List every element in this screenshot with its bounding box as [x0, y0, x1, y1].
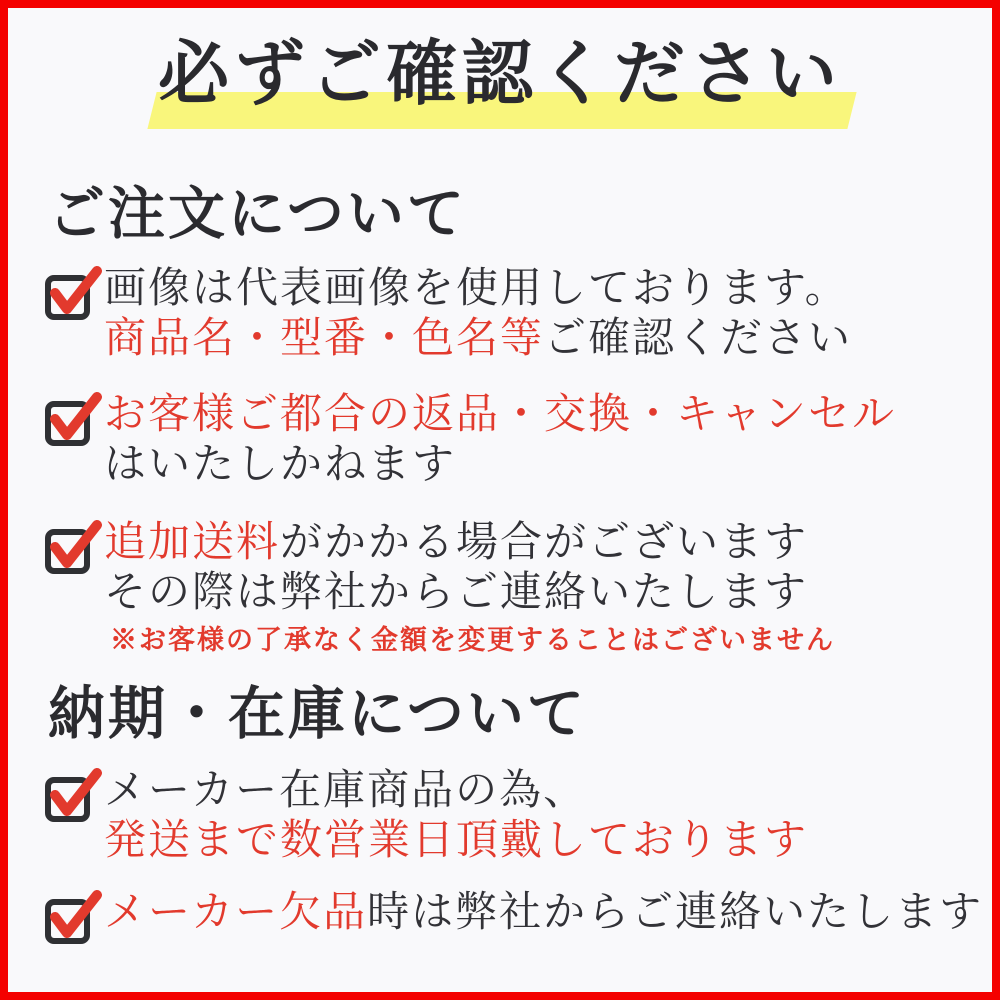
notice-item-maker-out-of-stock: [44, 888, 983, 946]
notice-line-emphasis: 発送まで数営業日頂戴しております: [104, 818, 809, 864]
notice-item-no-returns: [44, 390, 896, 490]
notice-item-text: [104, 518, 835, 656]
notice-line-emphasis: 追加送料: [104, 520, 281, 566]
notice-line: がかかる場合がございます: [280, 520, 809, 566]
checkbox-check-icon: [44, 766, 102, 824]
notice-line: その際は弊社からご連絡いたします: [104, 570, 809, 616]
checkbox-check-icon: [44, 264, 102, 322]
notice-line-emphasis: 商品名・型番・色名等: [104, 316, 545, 362]
notice-line-emphasis: お客様ご都合の返品・交換・キャンセル: [104, 392, 897, 438]
notice-line: はいたしかねます: [104, 442, 457, 488]
notice-line: メーカー在庫商品の為、: [104, 768, 588, 814]
notice-footnote: ※お客様の了承なく金額を変更することはございません: [110, 625, 835, 655]
notice-line-emphasis: メーカー欠品: [104, 890, 368, 936]
notice-line: 時は弊社からご連絡いたします: [367, 890, 984, 936]
notice-item-representative-image: [44, 264, 852, 364]
notice-item-text: [104, 390, 896, 490]
section-heading-order: ご注文について: [48, 183, 467, 246]
notice-item-text: [104, 888, 983, 938]
checkbox-check-icon: [44, 390, 102, 448]
page-title: 必ずご確認ください: [157, 36, 842, 114]
title-banner: [0, 0, 1000, 150]
section-heading-delivery-stock: 納期・在庫について: [48, 683, 587, 746]
notice-item-maker-stock: [44, 766, 808, 866]
notice-item-text: [104, 766, 808, 866]
checkbox-check-icon: [44, 888, 102, 946]
notice-line: 画像は代表画像を使用しております。: [104, 266, 849, 312]
notice-line: ご確認ください: [544, 316, 853, 362]
notice-item-extra-shipping: [44, 518, 835, 656]
checkbox-check-icon: [44, 518, 102, 576]
notice-item-text: [104, 264, 852, 364]
